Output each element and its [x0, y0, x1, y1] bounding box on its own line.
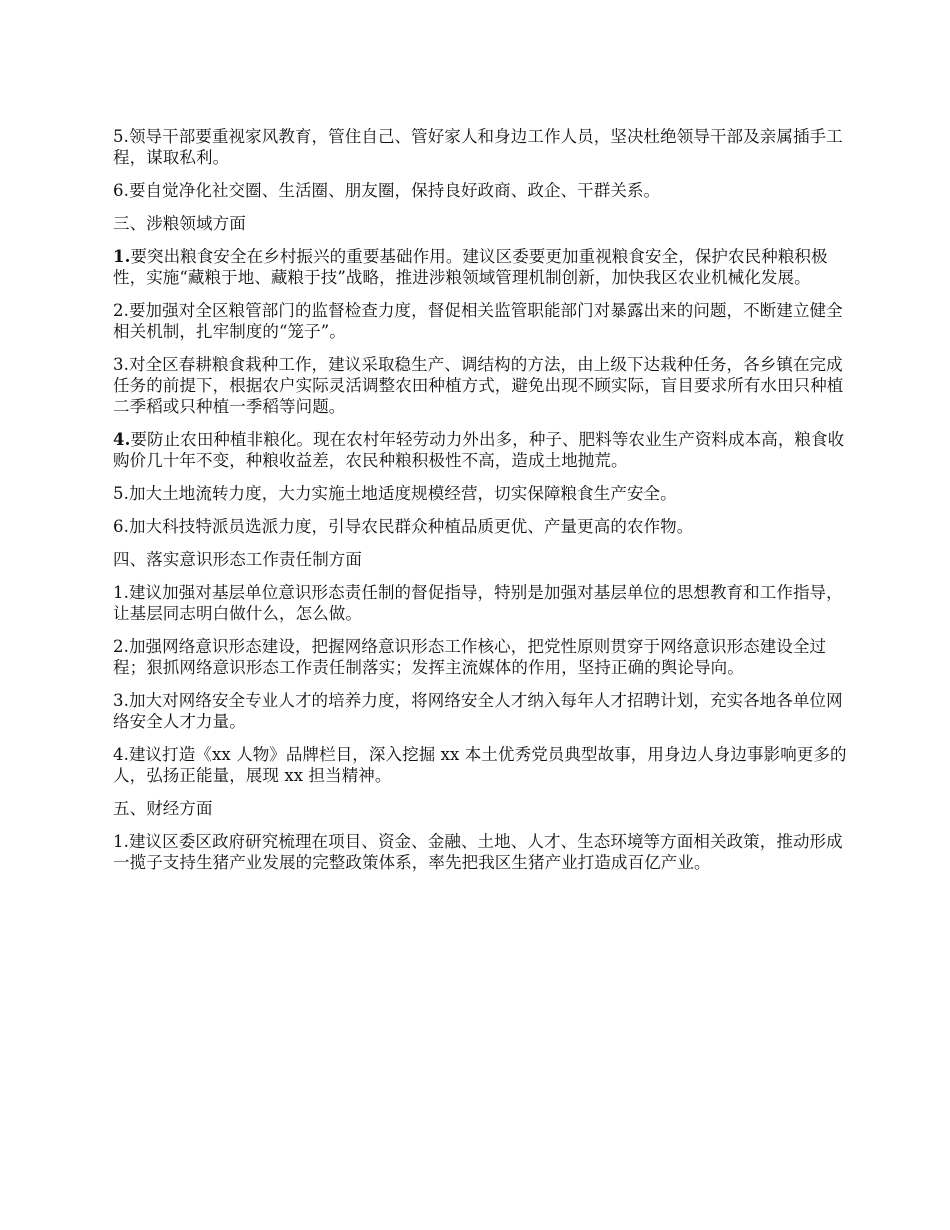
- item-number: 2.: [113, 637, 129, 656]
- item-number: 2.: [113, 301, 129, 320]
- item-text: 要自觉净化社交圈、生活圈、朋友圈，保持良好政商、政企、干群关系。: [128, 181, 661, 200]
- item-text: 加强网络意识形态建设，把握网络意识形态工作核心，把党性原则贯穿于网络意识形态建设全过程；狠抓网络意识形态工作责任制落实；发挥主流媒体的作用，坚持正确的舆论导向。: [113, 637, 827, 677]
- item-text: 要加强对全区粮管部门的监督检查力度，督促相关监管职能部门对暴露出来的问题，不断建立健全相关机制，扎牢制度的“笼子”。: [113, 301, 843, 341]
- item-number: 1.: [113, 583, 129, 602]
- list-item-paragraph: [113, 483, 853, 504]
- item-text: 建议加强对基层单位意识形态责任制的督促指导，特别是加强对基层单位的思想教育和工作指导，让基层同志明白做什么，怎么做。: [113, 583, 843, 623]
- item-number: 6.: [113, 181, 129, 200]
- list-item-paragraph: [113, 582, 853, 624]
- item-number: 5.: [113, 127, 129, 146]
- list-item-paragraph: [113, 300, 853, 342]
- item-text: 对全区春耕粮食栽种工作，建议采取稳生产、调结构的方法，由上级下达栽种任务，各乡镇在完成任务的前提下，根据农户实际灵活调整农田种植方式，避免出现不顾实际，盲目要求所有水田只种植二季稻或只种植一季稻等问题。: [113, 355, 844, 416]
- item-text: 加大土地流转力度，大力实施土地适度规模经营，切实保障粮食生产安全。: [128, 484, 677, 503]
- list-item-paragraph: [113, 126, 853, 168]
- section-heading: 三、涉粮领域方面: [113, 214, 246, 233]
- item-number: 1.: [113, 832, 129, 851]
- list-item-paragraph: [113, 690, 853, 732]
- item-number: 6.: [113, 517, 129, 536]
- item-text: 建议区委区政府研究梳理在项目、资金、金融、土地、人才、生态环境等方面相关政策，推动形成一揽子支持生猪产业发展的完整政策体系，率先把我区生猪产业打造成百亿产业。: [113, 832, 843, 872]
- list-item-paragraph: [113, 354, 853, 417]
- list-item-paragraph: [113, 246, 853, 288]
- item-text: 加大科技特派员选派力度，引导农民群众种植品质更优、产量更高的农作物。: [128, 517, 694, 536]
- item-number: 3.: [113, 355, 129, 374]
- list-item-paragraph: [113, 744, 853, 786]
- list-item-paragraph: [113, 636, 853, 678]
- item-number: 3.: [113, 691, 129, 710]
- item-number: 4.: [113, 430, 131, 449]
- item-text: 建议打造《xx 人物》品牌栏目，深入挖掘 xx 本土优秀党员典型故事，用身边人身边事影响更多的人，弘扬正能量，展现 xx 担当精神。: [113, 745, 847, 785]
- section-heading: 五、财经方面: [113, 799, 213, 818]
- item-text: 要突出粮食安全在乡村振兴的重要基础作用。建议区委要更加重视粮食安全，保护农民种粮积极性，实施“藏粮于地、藏粮于技”战略，推进涉粮领域管理机制创新，加快我区农业机械化发展。: [113, 247, 828, 287]
- item-text: 领导干部要重视家风教育，管住自己、管好家人和身边工作人员，坚决杜绝领导干部及亲属插手工程，谋取私利。: [113, 127, 843, 167]
- list-item-paragraph: [113, 831, 853, 873]
- section-heading: 四、落实意识形态工作责任制方面: [113, 550, 362, 569]
- item-number: 4.: [113, 745, 129, 764]
- item-text: 加大对网络安全专业人才的培养力度，将网络安全人才纳入每年人才招聘计划，充实各地各单位网络安全人才力量。: [113, 691, 843, 731]
- item-text: 要防止农田种植非粮化。现在农村年轻劳动力外出多，种子、肥料等农业生产资料成本高，粮食收购价几十年不变，种粮收益差，农民种粮积极性不高，造成土地抛荒。: [113, 430, 845, 470]
- list-item-paragraph: [113, 180, 853, 201]
- list-item-paragraph: [113, 429, 853, 471]
- document-body: [113, 126, 853, 885]
- item-number: 5.: [113, 484, 129, 503]
- list-item-paragraph: [113, 516, 853, 537]
- item-number: 1.: [113, 247, 131, 266]
